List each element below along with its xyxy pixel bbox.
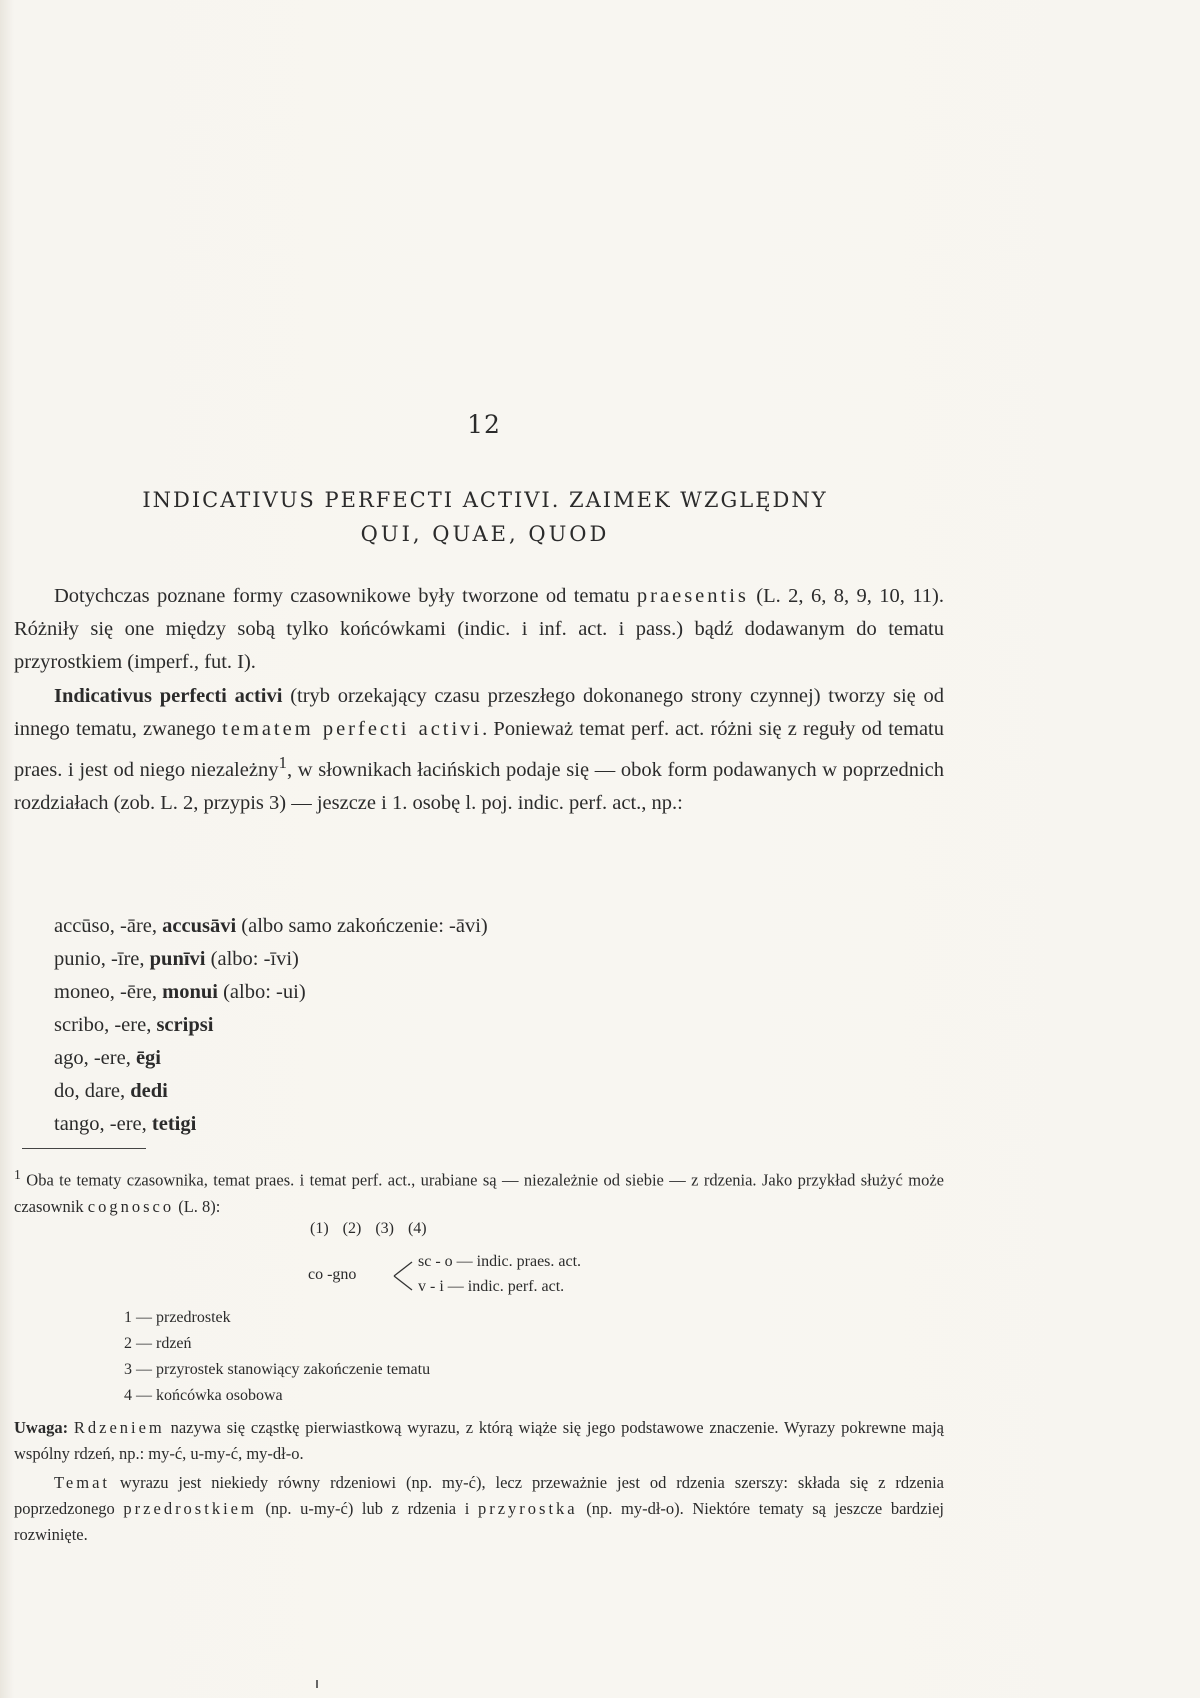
verb-perfect: ēgi: [135, 1047, 161, 1069]
verb-note: (albo: -ui): [217, 981, 306, 1003]
spaced-term: praesentis: [636, 585, 749, 607]
paragraph-2: [14, 680, 944, 821]
verb-present: do, dare,: [54, 1080, 131, 1102]
verb-perfect: scripsi: [156, 1014, 214, 1036]
legend-item: 1 — przedrostek: [124, 1309, 231, 1326]
verb-perfect: monui: [162, 981, 218, 1003]
verb-present: ago, -ere,: [54, 1047, 136, 1069]
list-item: [54, 976, 488, 1009]
diagram-branch-perfectum: v - i — indic. perf. act.: [418, 1278, 565, 1295]
list-item: [54, 943, 488, 976]
text-run: Dotychczas poznane formy czasownikowe były tworzone od tematu: [54, 585, 637, 607]
chapter-title: INDICATIVUS PERFECTI ACTIVI. ZAIMEK WZGLĘDNY: [142, 488, 828, 512]
text-run: nazywa się cząstkę pierwiastkową wyrazu, z którą wiąże się jego podstawowe znaczenie. Wyrazy pokrewne mają wspólny rdzeń, np.: my-ć, u-my-ć, my-dł-o.: [14, 1418, 944, 1463]
verb-present: moneo, -ēre,: [54, 981, 163, 1003]
text-run: (L. 2, 6, 8, 9, 10, 11). Różniły się one między sobą tylko końcówkami (indic. i inf. act. i pass.) bądź dodawanym do tematu przyrostkiem (imperf., fut. I).: [14, 585, 945, 674]
spaced-term: tematem perfecti activi: [222, 717, 483, 740]
text-run: (np. my-dł-o). Niektóre tematy są jeszcze bardziej rozwinięte.: [14, 1499, 944, 1544]
bold-term: Indicativus perfecti activi: [54, 684, 283, 707]
word-structure-diagram: [300, 1220, 700, 1300]
legend-item: 4 — końcówka osobowa: [124, 1387, 283, 1404]
list-item: [54, 1009, 488, 1042]
verb-forms-list: [54, 910, 488, 1141]
verb-note: (albo samo zakończenie: -āvi): [236, 915, 488, 937]
text-run: , w słownikach łacińskich podaje się — obok form podawanych w poprzednich rozdziałach (zob. L. 2, przypis 3) — jeszcze i 1. osobę l. poj. indic. perf. act., np.:: [14, 758, 944, 815]
scan-mark: [316, 1680, 318, 1688]
verb-present: accūso, -āre,: [54, 915, 163, 937]
spaced-term: cognosco: [87, 1196, 175, 1216]
diagram-legend: [124, 1305, 430, 1409]
legend-item: 3 — przyrostek stanowiący zakończenie tematu: [124, 1361, 431, 1378]
verb-present: punio, -īre,: [54, 948, 150, 970]
list-item: [54, 1042, 488, 1075]
list-item: [54, 1075, 488, 1108]
paragraph-1: [14, 580, 944, 680]
verb-perfect: accusāvi: [162, 915, 237, 937]
main-text: [14, 580, 944, 820]
list-item: [54, 1108, 488, 1141]
verb-perfect: punīvi: [149, 948, 206, 970]
text-run: Oba te tematy czasownika, temat praes. i temat perf. act., urabiane są — niezależnie od siebie — z rdzenia. Jako przykład służyć może czasownik: [14, 1170, 944, 1216]
diagram-numbers: (1) (2) (3) (4): [310, 1220, 427, 1237]
footnote-ref: 1: [278, 753, 287, 773]
spaced-term: Rdzeniem: [73, 1418, 165, 1437]
verb-perfect: dedi: [130, 1080, 168, 1102]
spaced-term: przyrostka: [477, 1499, 578, 1518]
verb-note: (albo: -īvi): [205, 948, 299, 970]
note-paragraph-1: [14, 1415, 944, 1467]
branch-bracket: [392, 1256, 416, 1296]
diagram-root: co -gno: [308, 1266, 357, 1283]
verb-present: tango, -ere,: [54, 1113, 152, 1135]
spaced-term: przedrostkiem: [123, 1499, 257, 1518]
spaced-term: Temat: [54, 1473, 110, 1492]
text-run: (np. u-my-ć) lub z rdzenia i: [256, 1499, 478, 1518]
footnote: [14, 1162, 944, 1220]
note-paragraph-2: [14, 1470, 944, 1548]
list-item: [54, 910, 488, 943]
diagram-branch-praesens: sc - o — indic. praes. act.: [418, 1253, 582, 1270]
text-run: . Ponieważ temat perf. act. różni się z reguły od tematu praes. i jest od niego niezależny: [14, 717, 944, 781]
footnote-marker: 1: [14, 1167, 21, 1182]
legend-item: 2 — rdzeń: [124, 1335, 192, 1352]
note-label: Uwaga:: [14, 1418, 69, 1437]
footnote-divider: [22, 1148, 146, 1149]
verb-perfect: tetigi: [151, 1113, 197, 1135]
chapter-number: 12: [467, 410, 501, 439]
verb-present: scribo, -ere,: [54, 1014, 157, 1036]
text-run: (L. 8):: [174, 1196, 221, 1216]
text-run: (tryb orzekający czasu przeszłego dokonanego strony czynnej) tworzy się od innego tematu, zwanego: [14, 684, 944, 740]
text-run: wyrazu jest niekiedy równy rdzeniowi (np. my-ć), lecz przeważnie jest od rdzenia szerszy: składa się z rdzenia poprzedzonego: [14, 1473, 944, 1518]
chapter-subtitle: QUI, QUAE, QUOD: [360, 522, 610, 546]
